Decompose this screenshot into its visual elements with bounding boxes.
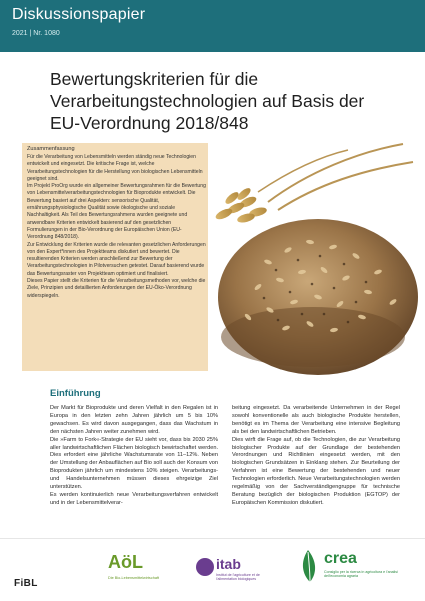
page-title: Bewertungskriterien für die Verarbeitungstechnologien auf Basis der EU-Verordnung 2018/848 <box>50 69 365 133</box>
itab-logo <box>196 556 266 586</box>
itab-logo-subtitle: Institut de l'agriculture et de l'alimentation biologiques <box>216 573 260 581</box>
body-paragraph: Dies wirft die Frage auf, ob die Technologien, die zur Verarbeitung biologischer Produkte auf der Grundlage der bestehenden Verordnungen und Richtlinien eingesetzt werden, mit den biologischen Grundsätzen in Einklang stehen. Zur Beurteilung der Verfahren ist eine Bewertung der bestehenden und neuer Technologien erforderlich. Neue Verarbeitungstechnologien werden regelmäßig von der Sachverständigengruppe für technische Beratung bezüglich der biologischen Produktion (EGTOP) der Europäischen Kommission diskutiert. <box>232 436 400 506</box>
body-column-left <box>50 405 218 508</box>
summary-heading: Zusammenfassung <box>27 146 75 152</box>
itab-logo-text: itab <box>216 556 241 572</box>
summary-text <box>27 154 207 300</box>
crea-logo-text: crea <box>324 550 357 567</box>
header-band <box>0 0 425 52</box>
fibl-logo: FiBL <box>14 578 38 589</box>
body-column-right <box>232 405 400 508</box>
body-paragraph: beitung eingesetzt. Da verarbeitende Unternehmen in der Regel sowohl konventionelle als auch biologische Produkte herstellen, benötigt es im Thema der Verarbeitung eine intensive Begleitung als bei den landwirtschaftlichen Betrieben. <box>232 405 400 435</box>
itab-logo-icon <box>196 558 214 576</box>
crea-leaf-icon <box>298 548 322 584</box>
body-paragraph: Der Markt für Bioprodukte und deren Vielfalt in den Regalen ist in Europa in den letzten zehn Jahren jährlich um 5 bis 10% gewachsen. Es wird davon ausgegangen, dass das Wachstum in den nächsten Jahren weiter zunehmen wird. <box>50 405 218 435</box>
section-heading: Einführung <box>50 388 101 399</box>
summary-paragraph: Zur Entwicklung der Kriterien wurde die relevanten gesetzlichen Anforderungen von den Expert*innen des Projektteams diskutiert und bewertet. Die resultierenden Kriterien werden anschließend zur Bewertung der Verarbeitungstechnologien in Pilotversuchen getestet. Darauf basierend wurde das Bewertungsraster von Projektteam optimiert und finalisiert. <box>27 241 206 277</box>
summary-paragraph: Für die Verarbeitung von Lebensmitteln werden ständig neue Technologien entwickelt und eingesetzt. Die kritische Frage ist, welche Verarbeitungstechnologien für die Herstellung von biologischen Lebensmitteln geeignet sind. <box>27 154 203 182</box>
summary-paragraph: Im Projekt ProOrg wurde ein allgemeiner Bewertungsrahmen für die Bewertung von Lebensmittelverarbeitungstechnologien für Bioprodukte entwickelt. Die Bewertung basiert auf drei Aspekten: sensorische Qualität, ernährungsphysiologische Qualität sowie ökologische und soziale Nachhaltigkeit. Als Teil des Bewertungsrahmens wurden geeignete und anwendbare Kriterien entwickelt basierend auf den gesetzlichen Formulierungen in der Bio-Verordnung der Europäischen Union (EU-Verordnung 848/2018). <box>27 183 206 241</box>
bread-loaf-image <box>198 132 425 382</box>
crea-logo-subtitle: Consiglio per la ricerca in agricoltura e l'analisi dell'economia agraria <box>324 570 398 579</box>
document-number: 2021 | Nr. 1080 <box>12 30 60 37</box>
body-paragraph: Die »Farm to Fork«-Strategie der EU sieht vor, dass bis 2030 25% aller landwirtschaftlichen Flächen biologisch bewirtschaftet werden. Dies erfordert eine jährliche Wachstumsrate von 11–12%. Neben der Umstellung der Anbauflächen auf Bio soll auch der Konsum von Bioprodukten jährlich um mindestens 10% steigen. Verarbeitungs- und Handelsunternehmen müssen dieses ehrgeizige Ziel unterstützen. <box>50 436 218 491</box>
aoel-logo <box>108 552 178 592</box>
aoel-logo-text: AöL <box>108 552 143 572</box>
body-paragraph: Es werden kontinuierlich neue Verarbeitungsverfahren entwickelt und in der Lebensmittelverar- <box>50 491 218 506</box>
summary-paragraph: Dieses Papier stellt die Kriterien für die Verarbeitungsmethoden vor, welche die Ziele, Prinzipien und detaillierten Anforderungen der EU-Öko-Verordnung widerspiegeln. <box>27 278 206 299</box>
aoel-logo-subtitle: Die Bio-Lebensmittelwirtschaft <box>108 576 160 580</box>
document-type: Diskussionspapier <box>12 6 146 23</box>
crea-logo <box>298 544 418 592</box>
